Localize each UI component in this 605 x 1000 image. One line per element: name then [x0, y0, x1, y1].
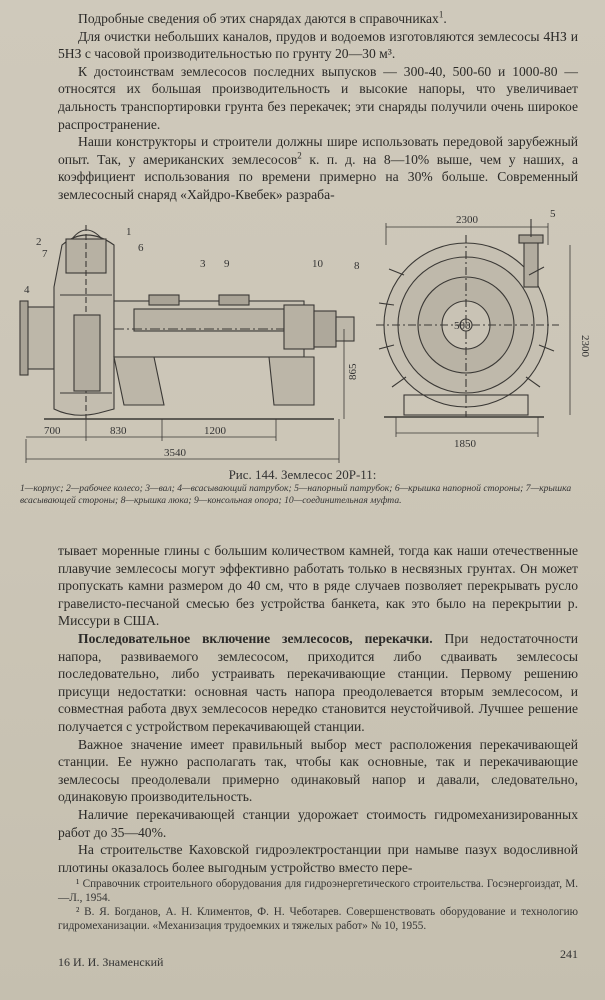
caption-title: Рис. 144. Землесос 20Р-11:: [228, 467, 377, 482]
callout-label: 6: [138, 242, 144, 254]
paragraph: Последовательное включение землесосов, перекачки. При недостаточности напора, развиваемого землесосом, приходится либо сдваивать землесосы последовательно, либо устраивать перекачивающие станции. Первому решению присущи недостатки: основная часть напора преодолевается вторым землесосом, и совместная работа двух землесосов нередко становится неустойчивой. Лучшее решение получается с устройством перекачивающей станции.: [58, 630, 579, 734]
paragraph: На строительстве Каховской гидроэлектростанции при намыве пазух водосливной плотины оказалось более выгодным устройство вместо пере-: [58, 842, 578, 875]
dim-label: 3540: [164, 447, 186, 459]
paragraph: Наличие перекачивающей станции удорожает стоимость гидромеханизированных работ до 35—40%.: [58, 806, 578, 840]
paragraph: тывает моренные глины с большим количеством камней, тогда как наши отечественные плавучие землесосы могут эффективно работать только в несвязных грунтах. Он может пропускать камни размером до 40 см, что в ряде случаев позволяет перекрывать русло гравелисто-песчаной смесью без устройства банкета, как это было на перекрытии р. Миссури в США.: [58, 543, 578, 629]
footnote: ² В. Я. Богданов, А. Н. Климентов, Ф. Н. Чеботарев. Совершенствовать оборудование и технологию гидромеханизации. «Механизация трудоемких и тяжелых работ» № 10, 1955.: [58, 906, 578, 932]
dim-label: 1850: [454, 438, 476, 450]
callout-label: 5: [550, 208, 556, 220]
callout-label: 1: [126, 226, 132, 238]
pump-front-elevation: [376, 219, 559, 417]
dim-label: 1200: [204, 425, 226, 437]
footnote: ¹ Справочник строительного оборудования для гидроэнергетического строительства. Госэнергоиздат, М.—Л., 1954.: [58, 878, 578, 904]
footnotes: [58, 877, 578, 933]
dim-label: 700: [44, 425, 61, 437]
callout-label: 3: [200, 258, 206, 270]
caption-legend: 1—корпус; 2—рабочее колесо; 3—вал; 4—всасывающий патрубок; 5—напорный патрубок; 6—крышка напорной стороны; 7—крышка всасывающей стороны; 8—крышка люка; 9—консольная опора; 10—соединительная муфта.: [20, 483, 572, 506]
top-text-block: [58, 10, 578, 204]
dim-label: 2300: [456, 214, 478, 226]
signature-mark: 16 И. И. Знаменский: [58, 955, 164, 969]
callout-label: 7: [42, 248, 48, 260]
paragraph: Подробные сведения об этих снарядах даются в справочниках$^1$.: [78, 9, 447, 26]
paragraph: Важное значение имеет правильный выбор мест расположения перекачивающей станции. Ее нужно располагать так, чтобы как основные, так и перекачивающие землесосы преодолевали примерно одинаковый напор и давали, следовательно, одинаковую производительность.: [58, 736, 578, 805]
dim-label: 830: [110, 425, 127, 437]
page-number: 241: [560, 947, 578, 961]
pump-side-elevation: [20, 225, 354, 419]
callout-label: 2: [36, 236, 42, 248]
paragraph: Для очистки небольших каналов, прудов и водоемов изготовляются землесосы 4НЗ и 5НЗ с часовой производительностью по грунту 20—30 м³.: [58, 28, 578, 62]
dim-label: 865: [347, 363, 359, 380]
section-heading: Последовательное включение землесосов, перекачки.: [78, 630, 433, 646]
dim-label: 2300: [579, 335, 591, 357]
callout-label: 9: [224, 258, 230, 270]
mid-text-block: [58, 542, 578, 876]
callout-label: 8: [354, 260, 360, 272]
paragraph: К достоинствам землесосов последних выпусков — 300-40, 500-60 и 1000-80 — относятся их большая производительность и высокие напоры, что увеличивает дальность транспортировки грунта без перекачек; эти снаряды получили очень широкое распространение.: [58, 63, 578, 132]
figure-caption: [20, 467, 585, 506]
dim-label: 500: [454, 320, 471, 332]
callout-label: 4: [24, 284, 30, 296]
callout-label: 10: [312, 258, 323, 270]
paragraph: Наши конструкторы и строители должны шире использовать передовой зарубежный опыт. Так, у американских землесосов$^2$ к. п. д. на 8—10% выше, чем у наших, а коэффициент использования по времени примерно на 30% больше. Современный землесосный снаряд «Хайдро-Квебек» разраба-: [58, 134, 578, 202]
